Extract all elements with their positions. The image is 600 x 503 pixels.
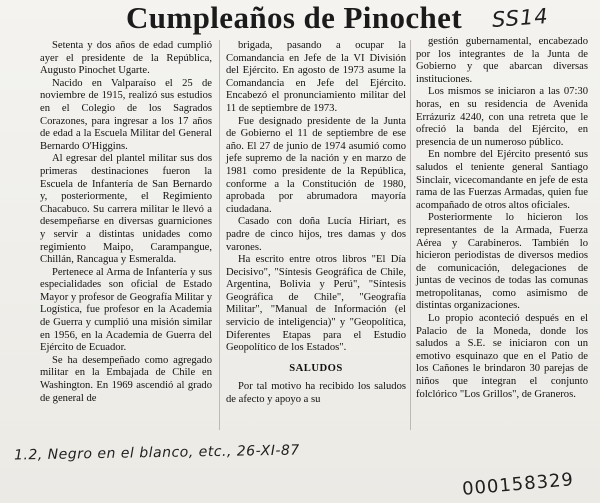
article-column-2 [226, 40, 406, 407]
handwritten-archive-id: 000158329 [461, 469, 575, 500]
paragraph: Nacido en Valparaíso el 25 de noviembre de 1915, realizó sus estudios en el Colegio de los Sagrados Corazones, para ingresar a los 17 años de edad a la Escuela Militar del General Bernardo O'Higgins. [40, 77, 212, 152]
paragraph: Los mismos se iniciaron a las 07:30 horas, en su residencia de Avenida Errázuriz 4240, con una retreta que le ofreció la banda del Ejército, en presencia de un numeroso público. [416, 86, 588, 148]
subheading-saludos: SALUDOS [289, 362, 343, 374]
paragraph: Por tal motivo ha recibido los saludos de afecto y apoyo a su [226, 381, 406, 406]
paragraph: Setenta y dos años de edad cumplió ayer el presidente de la República, Augusto Pinochet Ugarte. [40, 40, 212, 77]
paragraph: Se ha desempeñado como agregado militar en la Embajada de Chile en Washington. En 1969 ascendió al grado de general de [40, 354, 212, 404]
paragraph: gestión gubernamental, encabezado por los integrantes de la Junta de Gobierno y que abarcan diversas instituciones. [416, 36, 588, 85]
paragraph: En nombre del Ejército presentó sus saludos el teniente general Santiago Sinclair, vicecomandante en jefe de esta rama de las Fuerzas Armadas, quien fue acompañado de otros altos oficiales. [416, 149, 588, 211]
paragraph: Pertenece al Arma de Infantería y sus especialidades son oficial de Estado Mayor y profesor de Geografía Militar y Logística, fue profesor en la Academia de Guerra y cumplió una misión similar en 1956, en la Academia de Guerra del Ejército de Ecuador. [40, 266, 212, 354]
paragraph: Casado con doña Lucía Hiriart, es padre de cinco hijos, tres damas y dos varones. [226, 216, 406, 253]
article-column-1 [40, 40, 212, 405]
handwritten-code: SS14 [491, 4, 550, 32]
column-divider [219, 40, 220, 430]
column-divider [410, 40, 411, 430]
article-column-3 [416, 36, 588, 401]
paragraph: Fue designado presidente de la Junta de Gobierno el 11 de septiembre de ese año. El 27 de junio de 1974 asumió como jefe supremo de la nación y en marzo de 1981 como presidente de la República, conforme a la Constitución de 1980, aprobada por abrumadora mayoría ciudadana. [226, 115, 406, 215]
paragraph: brigada, pasando a ocupar la Comandancia en Jefe de la VI División del Ejército. En agosto de 1973 asume la Comandancia en Jefe del Ejército. Encabezó el pronunciamiento militar del 11 de septiembre de 1973. [226, 40, 406, 114]
paragraph: Posteriormente lo hicieron los representantes de la Armada, Fuerza Aérea y Carabineros. También lo hicieron periodistas de diversos medios de comunicación, delegaciones de juntas de vecinos de todas las comunas metropolitanas, como asimismo de distintas organizaciones. [416, 212, 588, 312]
handwritten-date-note: 1.2, Negro en el blanco, etc., 26-XI-87 [13, 442, 300, 464]
paragraph: Al egresar del plantel militar sus dos primeras destinaciones fueron la Escuela de Infantería de San Bernardo y, posteriormente, el Regimiento Chacabuco. Su carrera militar le llevó a desempeñarse en diversas guarniciones y servir a distintas unidades como regimiento Maipo, Carampangue, Chillán, Rancagua y Esmeralda. [40, 153, 212, 266]
paragraph: Ha escrito entre otros libros "El Día Decisivo", "Síntesis Geográfica de Chile, Argentina, Bolivia y Perú", "Síntesis Geográfica de Chile", "Geografía Militar", "Manual de Información (el servicio de inteligencia)" y "Geopolítica, Diferentes Etapas para el Estudio Geopolítico de los Estados". [226, 254, 406, 354]
headline: Cumpleaños de Pinochet [126, 0, 463, 35]
paragraph: Lo propio aconteció después en el Palacio de la Moneda, donde los saludos a S.E. se iniciaron con un emotivo esquinazo que en el Patio de los Cañones le brindaron 30 parejas de niños que integran el conjunto folclórico "Los Grillos", de Graneros. [416, 313, 588, 400]
